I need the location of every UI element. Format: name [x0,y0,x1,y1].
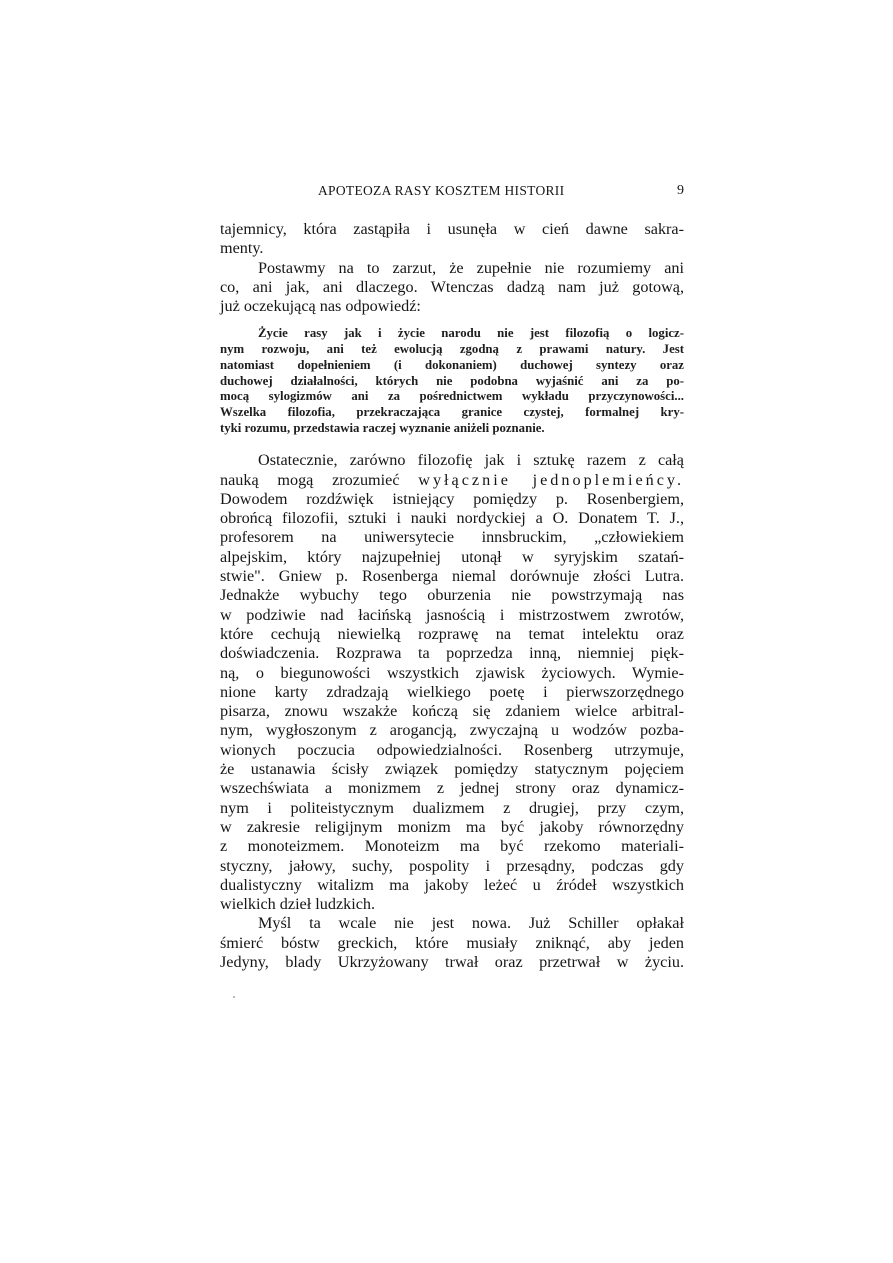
spaced-emphasis: wyłącznie jednoplemieńcy. [418,470,684,489]
text-line: dualistyczny witalizm ma jakoby leżeć u źródeł wszystkich [220,875,684,894]
print-speck [233,996,235,998]
text-line: co, ani jak, ani dlaczego. Wtenczas dadzą nam już gotową, [220,277,684,296]
quote-line: duchowej działalności, których nie podobna wyjaśnić ani za po- [220,373,684,388]
text-line: nym, wygłoszonym z arogancją, zwyczajną u wodzów pozba- [220,721,684,740]
text-line: nym i politeistycznym dualizmem z drugiej, przy czym, [220,798,684,817]
paragraph-3 [220,451,684,914]
text-line: obrońcą filozofii, sztuki i nauki nordyckiej a O. Donatem T. J., [220,509,684,528]
quote-line: mocą sylogizmów ani za pośrednictwem wykładu przyczynowości... [220,389,684,404]
quote-line: Wszelka filozofia, przekraczająca granice czystej, formalnej kry- [220,404,684,419]
paragraph-2 [220,259,684,317]
quote-line: Życie rasy jak i życie narodu nie jest filozofią o logicz- [258,326,684,341]
text-line: styczny, jałowy, suchy, pospolity i przesądny, podczas gdy [220,856,684,875]
text-line: Postawmy na to zarzut, że zupełnie nie rozumiemy ani [258,258,684,277]
running-title: APOTEOZA RASY KOSZTEM HISTORII [318,183,565,198]
text-line: stwie". Gniew p. Rosenberga niemal dorównuje złości Lutra. [220,567,684,586]
text-line: z monoteizmem. Monoteizm ma być rzekomo materiali- [220,837,684,856]
text-line: tajemnicy, która zastąpiła i usunęła w cień dawne sakra- [220,220,684,238]
running-header [220,183,684,203]
text-line: ną, o biegunowości wszystkich zjawisk życiowych. Wymie- [220,663,684,682]
quote-line: nym rozwoju, ani też ewolucją zgodną z prawami natury. Jest [220,342,684,357]
text-line: profesorem na uniwersytecie innsbruckim, „człowiekiem [220,528,684,547]
text-line: wionych poczucia odpowiedzialności. Rosenberg utrzymuje, [220,740,684,759]
text-line: nione karty zdradzają wielkiego poetę i pierwszorzędnego [220,682,684,701]
quote-line: natomiast dopełnieniem (i dokonaniem) duchowej syntezy oraz [220,357,684,372]
text-line-spaced [220,471,684,490]
paragraph-1 [220,220,684,259]
text-line: że ustanawia ścisły związek pomiędzy statycznym pojęciem [220,760,684,779]
text-line: wielkich dzieł ludzkich. [220,895,376,914]
text-line: doświadczenia. Rozprawa ta poprzedza inną, niemniej pięk- [220,644,684,663]
text-line: Myśl ta wcale nie jest nowa. Już Schiller opłakał [258,914,684,933]
page-number: 9 [677,183,684,198]
text-line: w zakresie religijnym monizm ma być jakoby równorzędny [220,817,684,836]
text-block [220,220,684,972]
text-line: alpejskim, który najzupełniej utonął w syryjskim szatań- [220,547,684,566]
text-line: już oczekującą nas odpowiedź: [220,297,421,316]
text-line: pisarza, znowu wszakże kończą się zdaniem wielce arbitral- [220,702,684,721]
text-line: Dowodem rozdźwięk istniejący pomiędzy p. Rosenbergiem, [220,489,684,508]
text-fragment: nauką mogą zrozumieć [220,470,400,489]
text-line: wszechświata a monizmem z jednej strony oraz dynamicz- [220,779,684,798]
text-line: które cechują niewielką rozprawę na temat intelektu oraz [220,624,684,643]
text-line: Jednakże wybuchy tego oburzenia nie powstrzymają nas [220,586,684,605]
text-line: Jedyny, blady Ukrzyżowany trwał oraz przetrwał w życiu. [220,953,684,972]
paragraph-4 [220,914,684,972]
quote-line: tyki rozumu, przedstawia raczej wyznanie aniżeli poznanie. [220,420,545,435]
text-line: Ostatecznie, zarówno filozofię jak i sztukę razem z całą [258,451,684,470]
block-quote [220,326,684,436]
text-line: śmierć bóstw greckich, które musiały zniknąć, aby jeden [220,933,684,952]
text-line: w podziwie nad łacińską jasnością i mistrzostwem zwrotów, [220,605,684,624]
text-line: menty. [220,239,264,258]
